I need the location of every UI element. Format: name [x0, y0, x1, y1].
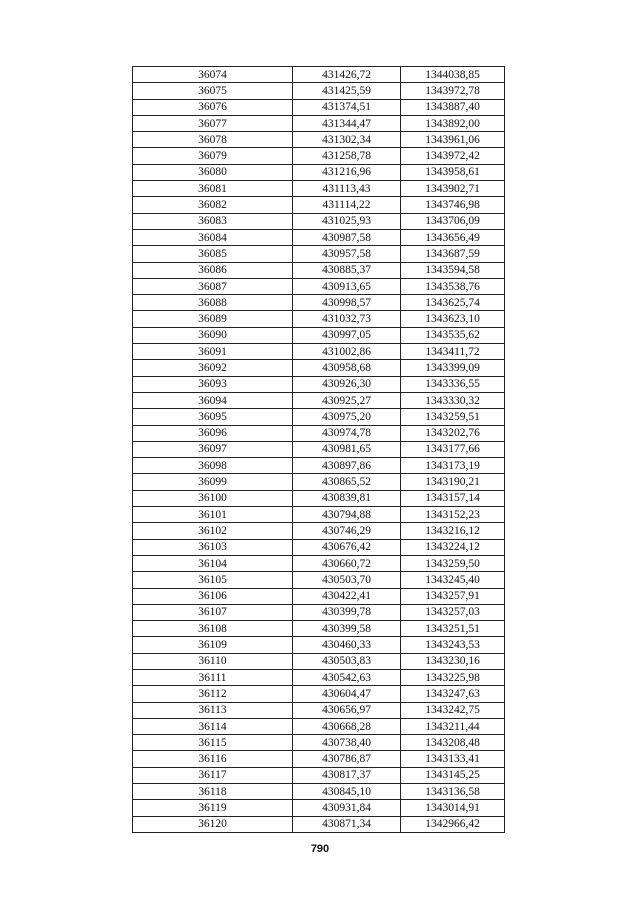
table-row: [133, 181, 505, 197]
point-number-cell: 36092: [133, 360, 293, 376]
x-coordinate-cell: 430422,41: [293, 588, 401, 604]
y-coordinate-cell: 1343594,58: [401, 262, 505, 278]
y-coordinate-cell: 1343336,55: [401, 376, 505, 392]
table-row: [133, 523, 505, 539]
x-coordinate-cell: 430656,97: [293, 702, 401, 718]
point-number-cell: 36108: [133, 621, 293, 637]
table-row: [133, 539, 505, 555]
table-row: [133, 441, 505, 457]
point-number-cell: 36081: [133, 181, 293, 197]
y-coordinate-cell: 1343399,09: [401, 360, 505, 376]
point-number-cell: 36082: [133, 197, 293, 213]
y-coordinate-cell: 1343251,51: [401, 621, 505, 637]
point-number-cell: 36119: [133, 800, 293, 816]
y-coordinate-cell: 1343411,72: [401, 344, 505, 360]
x-coordinate-cell: 430460,33: [293, 637, 401, 653]
table-row: [133, 555, 505, 571]
y-coordinate-cell: 1343259,51: [401, 409, 505, 425]
table-row: [133, 490, 505, 506]
y-coordinate-cell: 1343208,48: [401, 735, 505, 751]
table-row: [133, 572, 505, 588]
point-number-cell: 36111: [133, 669, 293, 685]
x-coordinate-cell: 430925,27: [293, 392, 401, 408]
y-coordinate-cell: 1343230,16: [401, 653, 505, 669]
x-coordinate-cell: 430542,63: [293, 669, 401, 685]
point-number-cell: 36080: [133, 164, 293, 180]
y-coordinate-cell: 1343136,58: [401, 784, 505, 800]
x-coordinate-cell: 431114,22: [293, 197, 401, 213]
x-coordinate-cell: 430871,34: [293, 816, 401, 832]
y-coordinate-cell: 1342966,42: [401, 816, 505, 832]
table-row: [133, 311, 505, 327]
table-row: [133, 653, 505, 669]
x-coordinate-cell: 431025,93: [293, 213, 401, 229]
y-coordinate-cell: 1343623,10: [401, 311, 505, 327]
point-number-cell: 36089: [133, 311, 293, 327]
point-number-cell: 36099: [133, 474, 293, 490]
table-row: [133, 425, 505, 441]
table-row: [133, 360, 505, 376]
point-number-cell: 36074: [133, 67, 293, 83]
table-row: [133, 83, 505, 99]
x-coordinate-cell: 430885,37: [293, 262, 401, 278]
table-row: [133, 295, 505, 311]
y-coordinate-cell: 1343257,03: [401, 604, 505, 620]
table-row: [133, 278, 505, 294]
coordinates-table: [132, 66, 505, 833]
point-number-cell: 36087: [133, 278, 293, 294]
y-coordinate-cell: 1343216,12: [401, 523, 505, 539]
x-coordinate-cell: 431258,78: [293, 148, 401, 164]
table-row: [133, 800, 505, 816]
x-coordinate-cell: 430817,37: [293, 767, 401, 783]
x-coordinate-cell: 430399,58: [293, 621, 401, 637]
table-row: [133, 376, 505, 392]
point-number-cell: 36095: [133, 409, 293, 425]
y-coordinate-cell: 1343687,59: [401, 246, 505, 262]
point-number-cell: 36107: [133, 604, 293, 620]
x-coordinate-cell: 430399,78: [293, 604, 401, 620]
table-row: [133, 132, 505, 148]
x-coordinate-cell: 430839,81: [293, 490, 401, 506]
table-row: [133, 621, 505, 637]
y-coordinate-cell: 1343202,76: [401, 425, 505, 441]
y-coordinate-cell: 1343972,42: [401, 148, 505, 164]
y-coordinate-cell: 1343247,63: [401, 686, 505, 702]
point-number-cell: 36116: [133, 751, 293, 767]
point-number-cell: 36101: [133, 507, 293, 523]
point-number-cell: 36088: [133, 295, 293, 311]
point-number-cell: 36098: [133, 458, 293, 474]
point-number-cell: 36090: [133, 327, 293, 343]
x-coordinate-cell: 430998,57: [293, 295, 401, 311]
y-coordinate-cell: 1343330,32: [401, 392, 505, 408]
y-coordinate-cell: 1343145,25: [401, 767, 505, 783]
y-coordinate-cell: 1343225,98: [401, 669, 505, 685]
point-number-cell: 36096: [133, 425, 293, 441]
point-number-cell: 36102: [133, 523, 293, 539]
x-coordinate-cell: 430975,20: [293, 409, 401, 425]
table-row: [133, 458, 505, 474]
point-number-cell: 36086: [133, 262, 293, 278]
y-coordinate-cell: 1343190,21: [401, 474, 505, 490]
table-row: [133, 148, 505, 164]
point-number-cell: 36091: [133, 344, 293, 360]
table-row: [133, 262, 505, 278]
point-number-cell: 36110: [133, 653, 293, 669]
y-coordinate-cell: 1343157,14: [401, 490, 505, 506]
point-number-cell: 36079: [133, 148, 293, 164]
y-coordinate-cell: 1343887,40: [401, 99, 505, 115]
y-coordinate-cell: 1343173,19: [401, 458, 505, 474]
y-coordinate-cell: 1343243,53: [401, 637, 505, 653]
y-coordinate-cell: 1343958,61: [401, 164, 505, 180]
x-coordinate-cell: 431426,72: [293, 67, 401, 83]
point-number-cell: 36084: [133, 229, 293, 245]
table-row: [133, 686, 505, 702]
coordinates-table-body: [133, 67, 505, 833]
y-coordinate-cell: 1343535,62: [401, 327, 505, 343]
table-row: [133, 474, 505, 490]
table-row: [133, 115, 505, 131]
table-row: [133, 392, 505, 408]
table-row: [133, 67, 505, 83]
point-number-cell: 36105: [133, 572, 293, 588]
x-coordinate-cell: 430786,87: [293, 751, 401, 767]
point-number-cell: 36103: [133, 539, 293, 555]
y-coordinate-cell: 1343245,40: [401, 572, 505, 588]
y-coordinate-cell: 1343257,91: [401, 588, 505, 604]
point-number-cell: 36115: [133, 735, 293, 751]
table-row: [133, 197, 505, 213]
x-coordinate-cell: 430958,68: [293, 360, 401, 376]
x-coordinate-cell: 430897,86: [293, 458, 401, 474]
y-coordinate-cell: 1343211,44: [401, 718, 505, 734]
point-number-cell: 36114: [133, 718, 293, 734]
point-number-cell: 36100: [133, 490, 293, 506]
table-row: [133, 213, 505, 229]
x-coordinate-cell: 430987,58: [293, 229, 401, 245]
x-coordinate-cell: 431302,34: [293, 132, 401, 148]
point-number-cell: 36078: [133, 132, 293, 148]
point-number-cell: 36109: [133, 637, 293, 653]
table-row: [133, 735, 505, 751]
y-coordinate-cell: 1343014,91: [401, 800, 505, 816]
table-row: [133, 164, 505, 180]
point-number-cell: 36093: [133, 376, 293, 392]
x-coordinate-cell: 430676,42: [293, 539, 401, 555]
x-coordinate-cell: 430738,40: [293, 735, 401, 751]
point-number-cell: 36075: [133, 83, 293, 99]
x-coordinate-cell: 430997,05: [293, 327, 401, 343]
y-coordinate-cell: 1343259,50: [401, 555, 505, 571]
table-row: [133, 327, 505, 343]
point-number-cell: 36094: [133, 392, 293, 408]
point-number-cell: 36120: [133, 816, 293, 832]
x-coordinate-cell: 431032,73: [293, 311, 401, 327]
x-coordinate-cell: 430794,88: [293, 507, 401, 523]
page-number: 790: [310, 843, 330, 855]
table-row: [133, 99, 505, 115]
y-coordinate-cell: 1343892,00: [401, 115, 505, 131]
point-number-cell: 36076: [133, 99, 293, 115]
table-row: [133, 588, 505, 604]
point-number-cell: 36083: [133, 213, 293, 229]
y-coordinate-cell: 1343972,78: [401, 83, 505, 99]
x-coordinate-cell: 431425,59: [293, 83, 401, 99]
x-coordinate-cell: 430604,47: [293, 686, 401, 702]
table-row: [133, 767, 505, 783]
y-coordinate-cell: 1343961,06: [401, 132, 505, 148]
x-coordinate-cell: 431002,86: [293, 344, 401, 360]
table-row: [133, 751, 505, 767]
point-number-cell: 36112: [133, 686, 293, 702]
table-row: [133, 669, 505, 685]
x-coordinate-cell: 431113,43: [293, 181, 401, 197]
y-coordinate-cell: 1343902,71: [401, 181, 505, 197]
x-coordinate-cell: 431344,47: [293, 115, 401, 131]
table-row: [133, 409, 505, 425]
x-coordinate-cell: 430668,28: [293, 718, 401, 734]
y-coordinate-cell: 1343242,75: [401, 702, 505, 718]
table-row: [133, 344, 505, 360]
table-row: [133, 604, 505, 620]
point-number-cell: 36106: [133, 588, 293, 604]
x-coordinate-cell: 430845,10: [293, 784, 401, 800]
point-number-cell: 36077: [133, 115, 293, 131]
table-row: [133, 718, 505, 734]
x-coordinate-cell: 430913,65: [293, 278, 401, 294]
y-coordinate-cell: 1343177,66: [401, 441, 505, 457]
table-row: [133, 816, 505, 832]
point-number-cell: 36104: [133, 555, 293, 571]
x-coordinate-cell: 430974,78: [293, 425, 401, 441]
y-coordinate-cell: 1343746,98: [401, 197, 505, 213]
point-number-cell: 36113: [133, 702, 293, 718]
x-coordinate-cell: 430926,30: [293, 376, 401, 392]
y-coordinate-cell: 1343224,12: [401, 539, 505, 555]
x-coordinate-cell: 430503,70: [293, 572, 401, 588]
x-coordinate-cell: 430865,52: [293, 474, 401, 490]
x-coordinate-cell: 430746,29: [293, 523, 401, 539]
y-coordinate-cell: 1343625,74: [401, 295, 505, 311]
table-row: [133, 229, 505, 245]
table-row: [133, 246, 505, 262]
table-row: [133, 702, 505, 718]
x-coordinate-cell: 430981,65: [293, 441, 401, 457]
point-number-cell: 36118: [133, 784, 293, 800]
x-coordinate-cell: 430957,58: [293, 246, 401, 262]
y-coordinate-cell: 1343656,49: [401, 229, 505, 245]
table-row: [133, 507, 505, 523]
y-coordinate-cell: 1343152,23: [401, 507, 505, 523]
x-coordinate-cell: 430503,83: [293, 653, 401, 669]
table-row: [133, 637, 505, 653]
x-coordinate-cell: 430660,72: [293, 555, 401, 571]
y-coordinate-cell: 1343133,41: [401, 751, 505, 767]
x-coordinate-cell: 431374,51: [293, 99, 401, 115]
x-coordinate-cell: 430931,84: [293, 800, 401, 816]
x-coordinate-cell: 431216,96: [293, 164, 401, 180]
y-coordinate-cell: 1343706,09: [401, 213, 505, 229]
point-number-cell: 36085: [133, 246, 293, 262]
y-coordinate-cell: 1343538,76: [401, 278, 505, 294]
y-coordinate-cell: 1344038,85: [401, 67, 505, 83]
table-row: [133, 784, 505, 800]
point-number-cell: 36097: [133, 441, 293, 457]
point-number-cell: 36117: [133, 767, 293, 783]
